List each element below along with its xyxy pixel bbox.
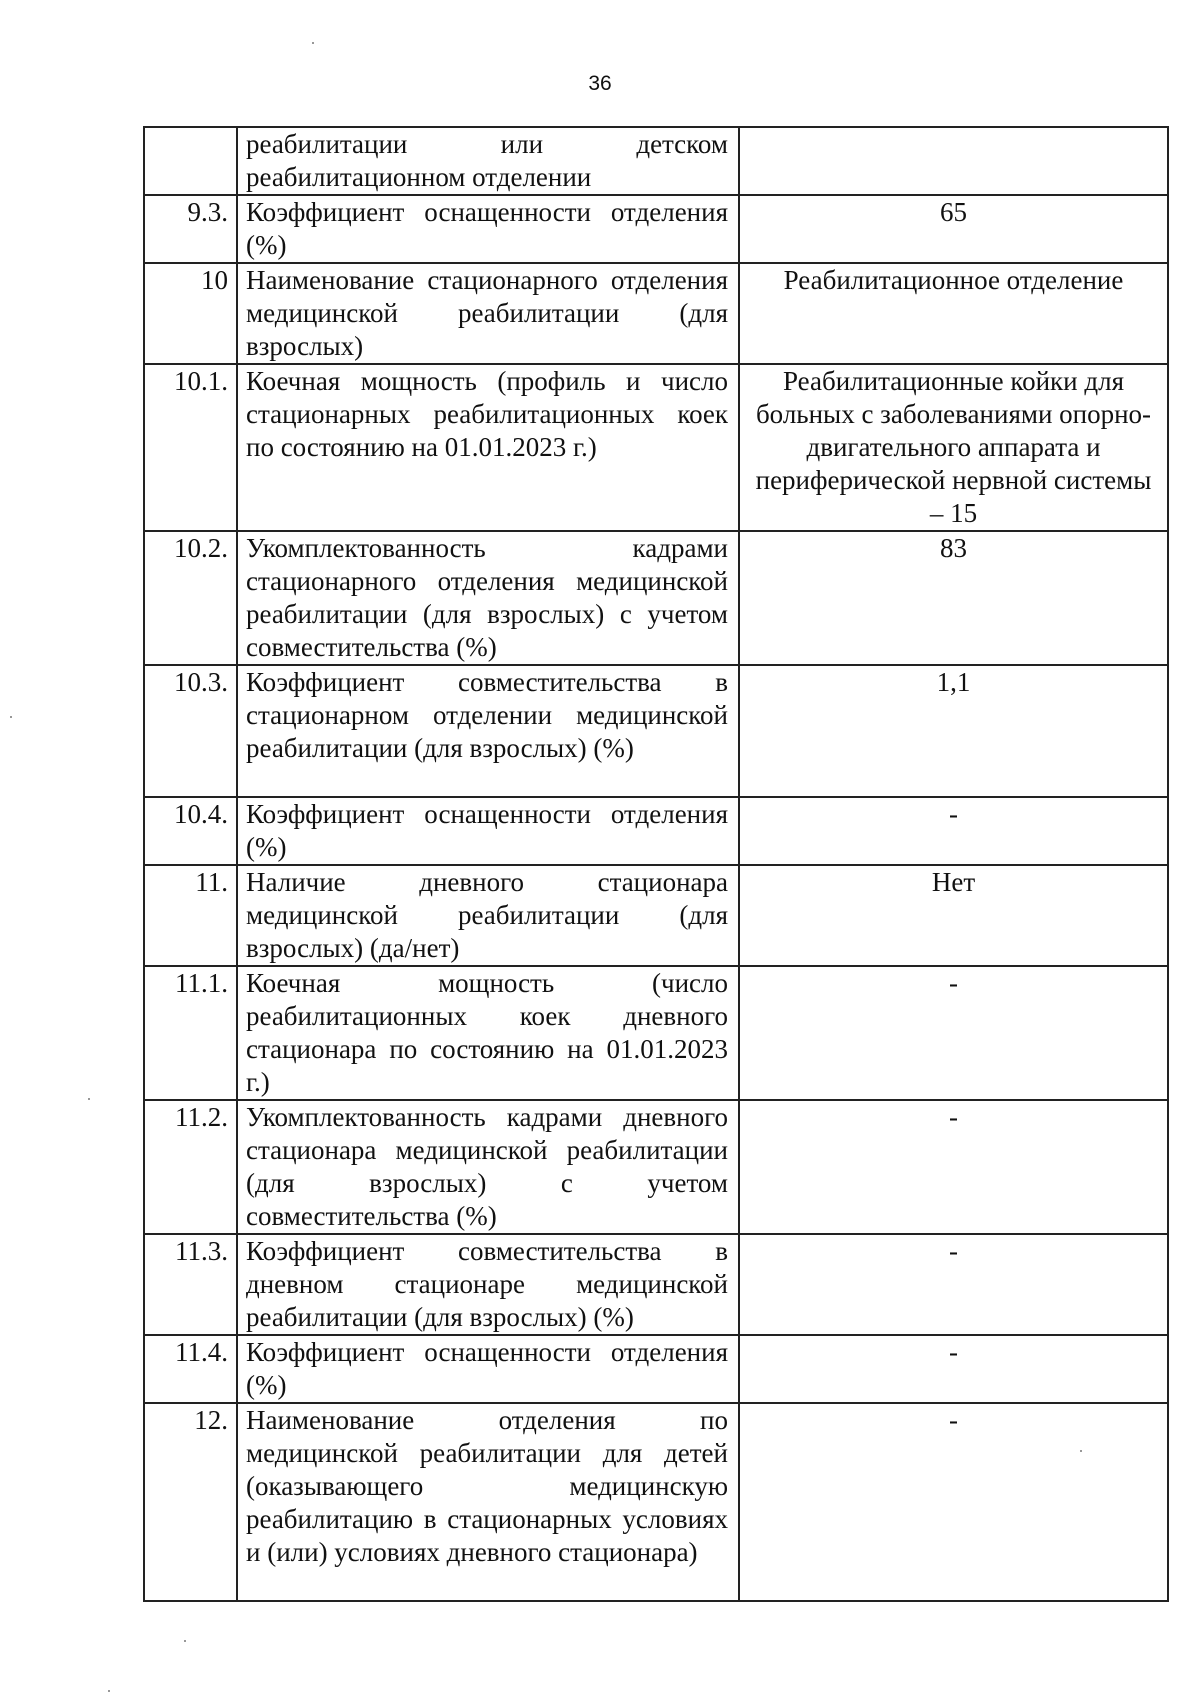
table-row bbox=[144, 127, 1168, 195]
table-row bbox=[144, 195, 1168, 263]
row-number bbox=[144, 127, 237, 195]
table-row bbox=[144, 1403, 1168, 1601]
row-number: 11.4. bbox=[144, 1335, 237, 1403]
scan-speck bbox=[1080, 1450, 1082, 1452]
row-name: Коечная мощность (число реабилитационных коек дневного стационара по состоянию на 01.01.2023 г.) bbox=[237, 966, 739, 1100]
row-value: 1,1 bbox=[739, 665, 1168, 797]
row-value: - bbox=[739, 966, 1168, 1100]
scan-speck bbox=[10, 716, 12, 718]
row-value: - bbox=[739, 1234, 1168, 1335]
row-value: - bbox=[739, 1100, 1168, 1234]
row-value: Нет bbox=[739, 865, 1168, 966]
table-row bbox=[144, 263, 1168, 364]
row-name: Наличие дневного стационара медицинской реабилитации (для взрослых) (да/нет) bbox=[237, 865, 739, 966]
row-number: 10 bbox=[144, 263, 237, 364]
table-row bbox=[144, 966, 1168, 1100]
table-row bbox=[144, 364, 1168, 531]
row-value: - bbox=[739, 1403, 1168, 1601]
row-name: реабилитации или детском реабилитационном отделении bbox=[237, 127, 739, 195]
row-value: - bbox=[739, 797, 1168, 865]
row-number: 12. bbox=[144, 1403, 237, 1601]
row-value: 65 bbox=[739, 195, 1168, 263]
row-number: 11.3. bbox=[144, 1234, 237, 1335]
row-number: 11.2. bbox=[144, 1100, 237, 1234]
row-name: Коэффициент оснащенности отделения (%) bbox=[237, 1335, 739, 1403]
row-name: Коэффициент оснащенности отделения (%) bbox=[237, 195, 739, 263]
row-name: Укомплектованность кадрами дневного стационара медицинской реабилитации (для взрослых) с учетом совместительства (%) bbox=[237, 1100, 739, 1234]
rehabilitation-table bbox=[143, 126, 1169, 1602]
scan-speck bbox=[312, 42, 314, 44]
row-name: Наименование стационарного отделения медицинской реабилитации (для взрослых) bbox=[237, 263, 739, 364]
row-value bbox=[739, 127, 1168, 195]
scan-speck bbox=[88, 1098, 90, 1100]
row-number: 10.4. bbox=[144, 797, 237, 865]
row-value: 83 bbox=[739, 531, 1168, 665]
table-row bbox=[144, 1335, 1168, 1403]
row-name: Наименование отделения по медицинской реабилитации для детей (оказывающего медицинскую реабилитацию в стационарных условиях и (или) условиях дневного стационара) bbox=[237, 1403, 739, 1601]
row-name: Коэффициент оснащенности отделения (%) bbox=[237, 797, 739, 865]
row-name: Укомплектованность кадрами стационарного отделения медицинской реабилитации (для взрослых) с учетом совместительства (%) bbox=[237, 531, 739, 665]
table-row bbox=[144, 865, 1168, 966]
row-number: 10.1. bbox=[144, 364, 237, 531]
scan-speck bbox=[184, 1640, 186, 1642]
row-number: 11.1. bbox=[144, 966, 237, 1100]
table-row bbox=[144, 1100, 1168, 1234]
row-number: 11. bbox=[144, 865, 237, 966]
row-value: Реабилитационные койки для больных с заболеваниями опорно-двигательного аппарата и периферической нервной системы – 15 bbox=[739, 364, 1168, 531]
row-number: 10.2. bbox=[144, 531, 237, 665]
row-number: 9.3. bbox=[144, 195, 237, 263]
row-number: 10.3. bbox=[144, 665, 237, 797]
row-name: Коэффициент совместительства в стационарном отделении медицинской реабилитации (для взрослых) (%) bbox=[237, 665, 739, 797]
row-name: Коечная мощность (профиль и число стационарных реабилитационных коек по состоянию на 01.01.2023 г.) bbox=[237, 364, 739, 531]
table-row bbox=[144, 665, 1168, 797]
row-name: Коэффициент совместительства в дневном стационаре медицинской реабилитации (для взрослых) (%) bbox=[237, 1234, 739, 1335]
table-row bbox=[144, 797, 1168, 865]
table-row bbox=[144, 531, 1168, 665]
row-value: - bbox=[739, 1335, 1168, 1403]
table-row bbox=[144, 1234, 1168, 1335]
page-number: 36 bbox=[588, 72, 612, 95]
scan-speck bbox=[108, 1690, 110, 1692]
row-value: Реабилитационное отделение bbox=[739, 263, 1168, 364]
